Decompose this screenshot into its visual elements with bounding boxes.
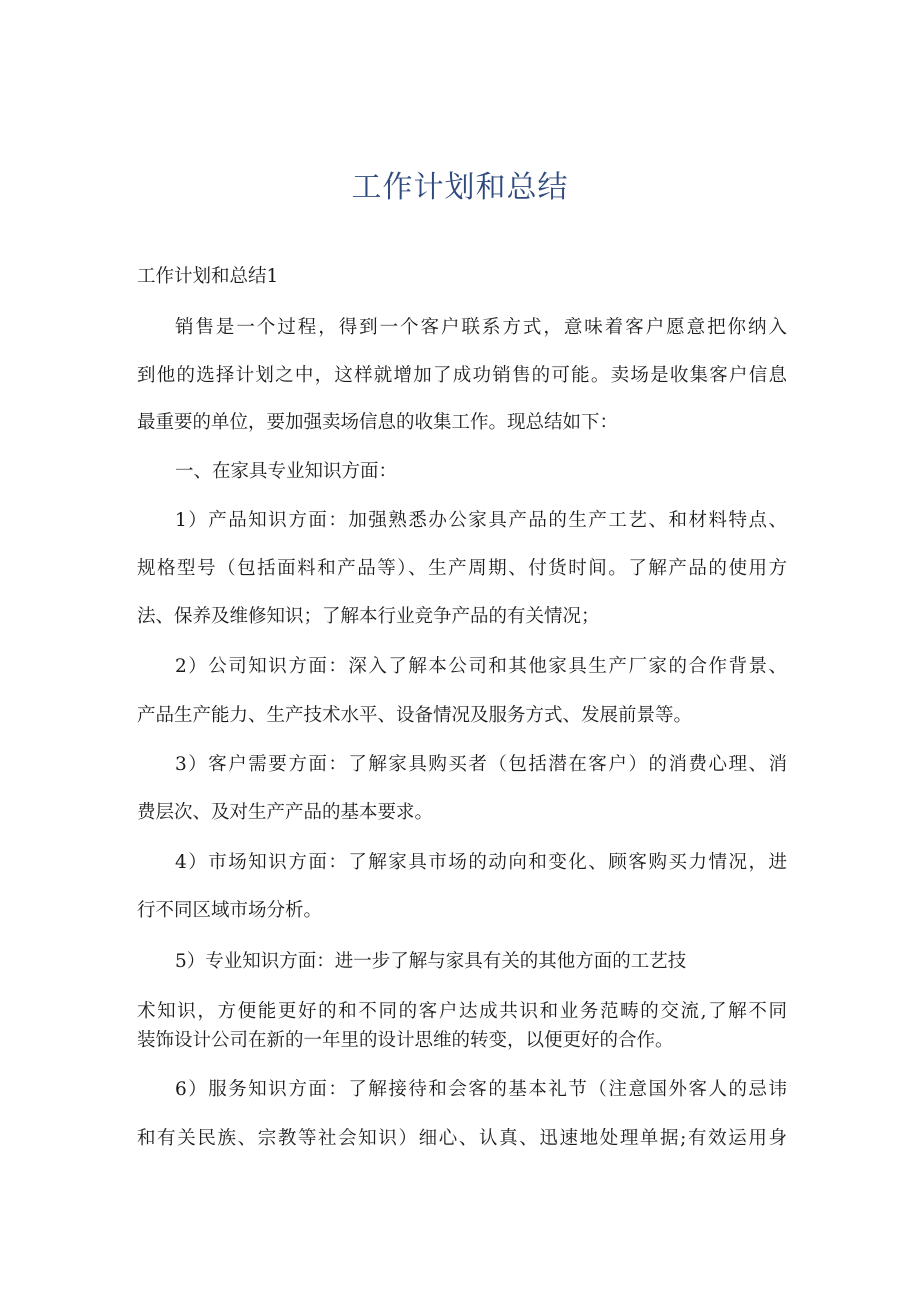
- paragraph-line: 法、保养及维修知识；了解本行业竞争产品的有关情况；: [137, 606, 600, 627]
- paragraph-line: 5）专业知识方面：进一步了解与家具有关的其他方面的工艺技: [175, 951, 687, 972]
- paragraph-line: 最重要的单位，要加强卖场信息的收集工作。现总结如下：: [137, 412, 619, 433]
- paragraph-line: 1）产品知识方面：加强熟悉办公家具产品的生产工艺、和材料特点、: [175, 510, 787, 531]
- section-heading: 工作计划和总结1: [137, 266, 279, 287]
- paragraph-line: 产品生产能力、生产技术水平、设备情况及服务方式、发展前景等。: [137, 705, 693, 726]
- document-title: 工作计划和总结: [351, 170, 569, 205]
- paragraph-line: 规格型号（包括面料和产品等）、生产周期、付货时间。了解产品的使用方: [137, 558, 787, 579]
- paragraph-line: 行不同区域市场分析。: [137, 900, 323, 921]
- list-heading: 一、在家具专业知识方面：: [175, 461, 398, 482]
- paragraph-line: 3）客户需要方面：了解家具购买者（包括潜在客户）的消费心理、消: [175, 754, 787, 775]
- paragraph-line: 6）服务知识方面：了解接待和会客的基本礼节（注意国外客人的忌讳: [175, 1079, 787, 1100]
- paragraph-line: 4）市场知识方面：了解家具市场的动向和变化、顾客购买力情况，进: [175, 852, 787, 873]
- paragraph-line: 装饰设计公司在新的一年里的设计思维的转变，以便更好的合作。: [137, 1030, 674, 1051]
- paragraph-line: 术知识，方便能更好的和不同的客户达成共识和业务范畴的交流,了解不同: [137, 1001, 787, 1022]
- paragraph-line: 费层次、及对生产产品的基本要求。: [137, 802, 434, 823]
- paragraph-line: 2）公司知识方面：深入了解本公司和其他家具生产厂家的合作背景、: [175, 656, 787, 677]
- paragraph-line: 到他的选择计划之中，这样就增加了成功销售的可能。卖场是收集客户信息: [137, 365, 787, 386]
- paragraph-line: 销售是一个过程，得到一个客户联系方式，意味着客户愿意把你纳入: [175, 317, 787, 338]
- paragraph-line: 和有关民族、宗教等社会知识）细心、认真、迅速地处理单据;有效运用身: [137, 1128, 787, 1149]
